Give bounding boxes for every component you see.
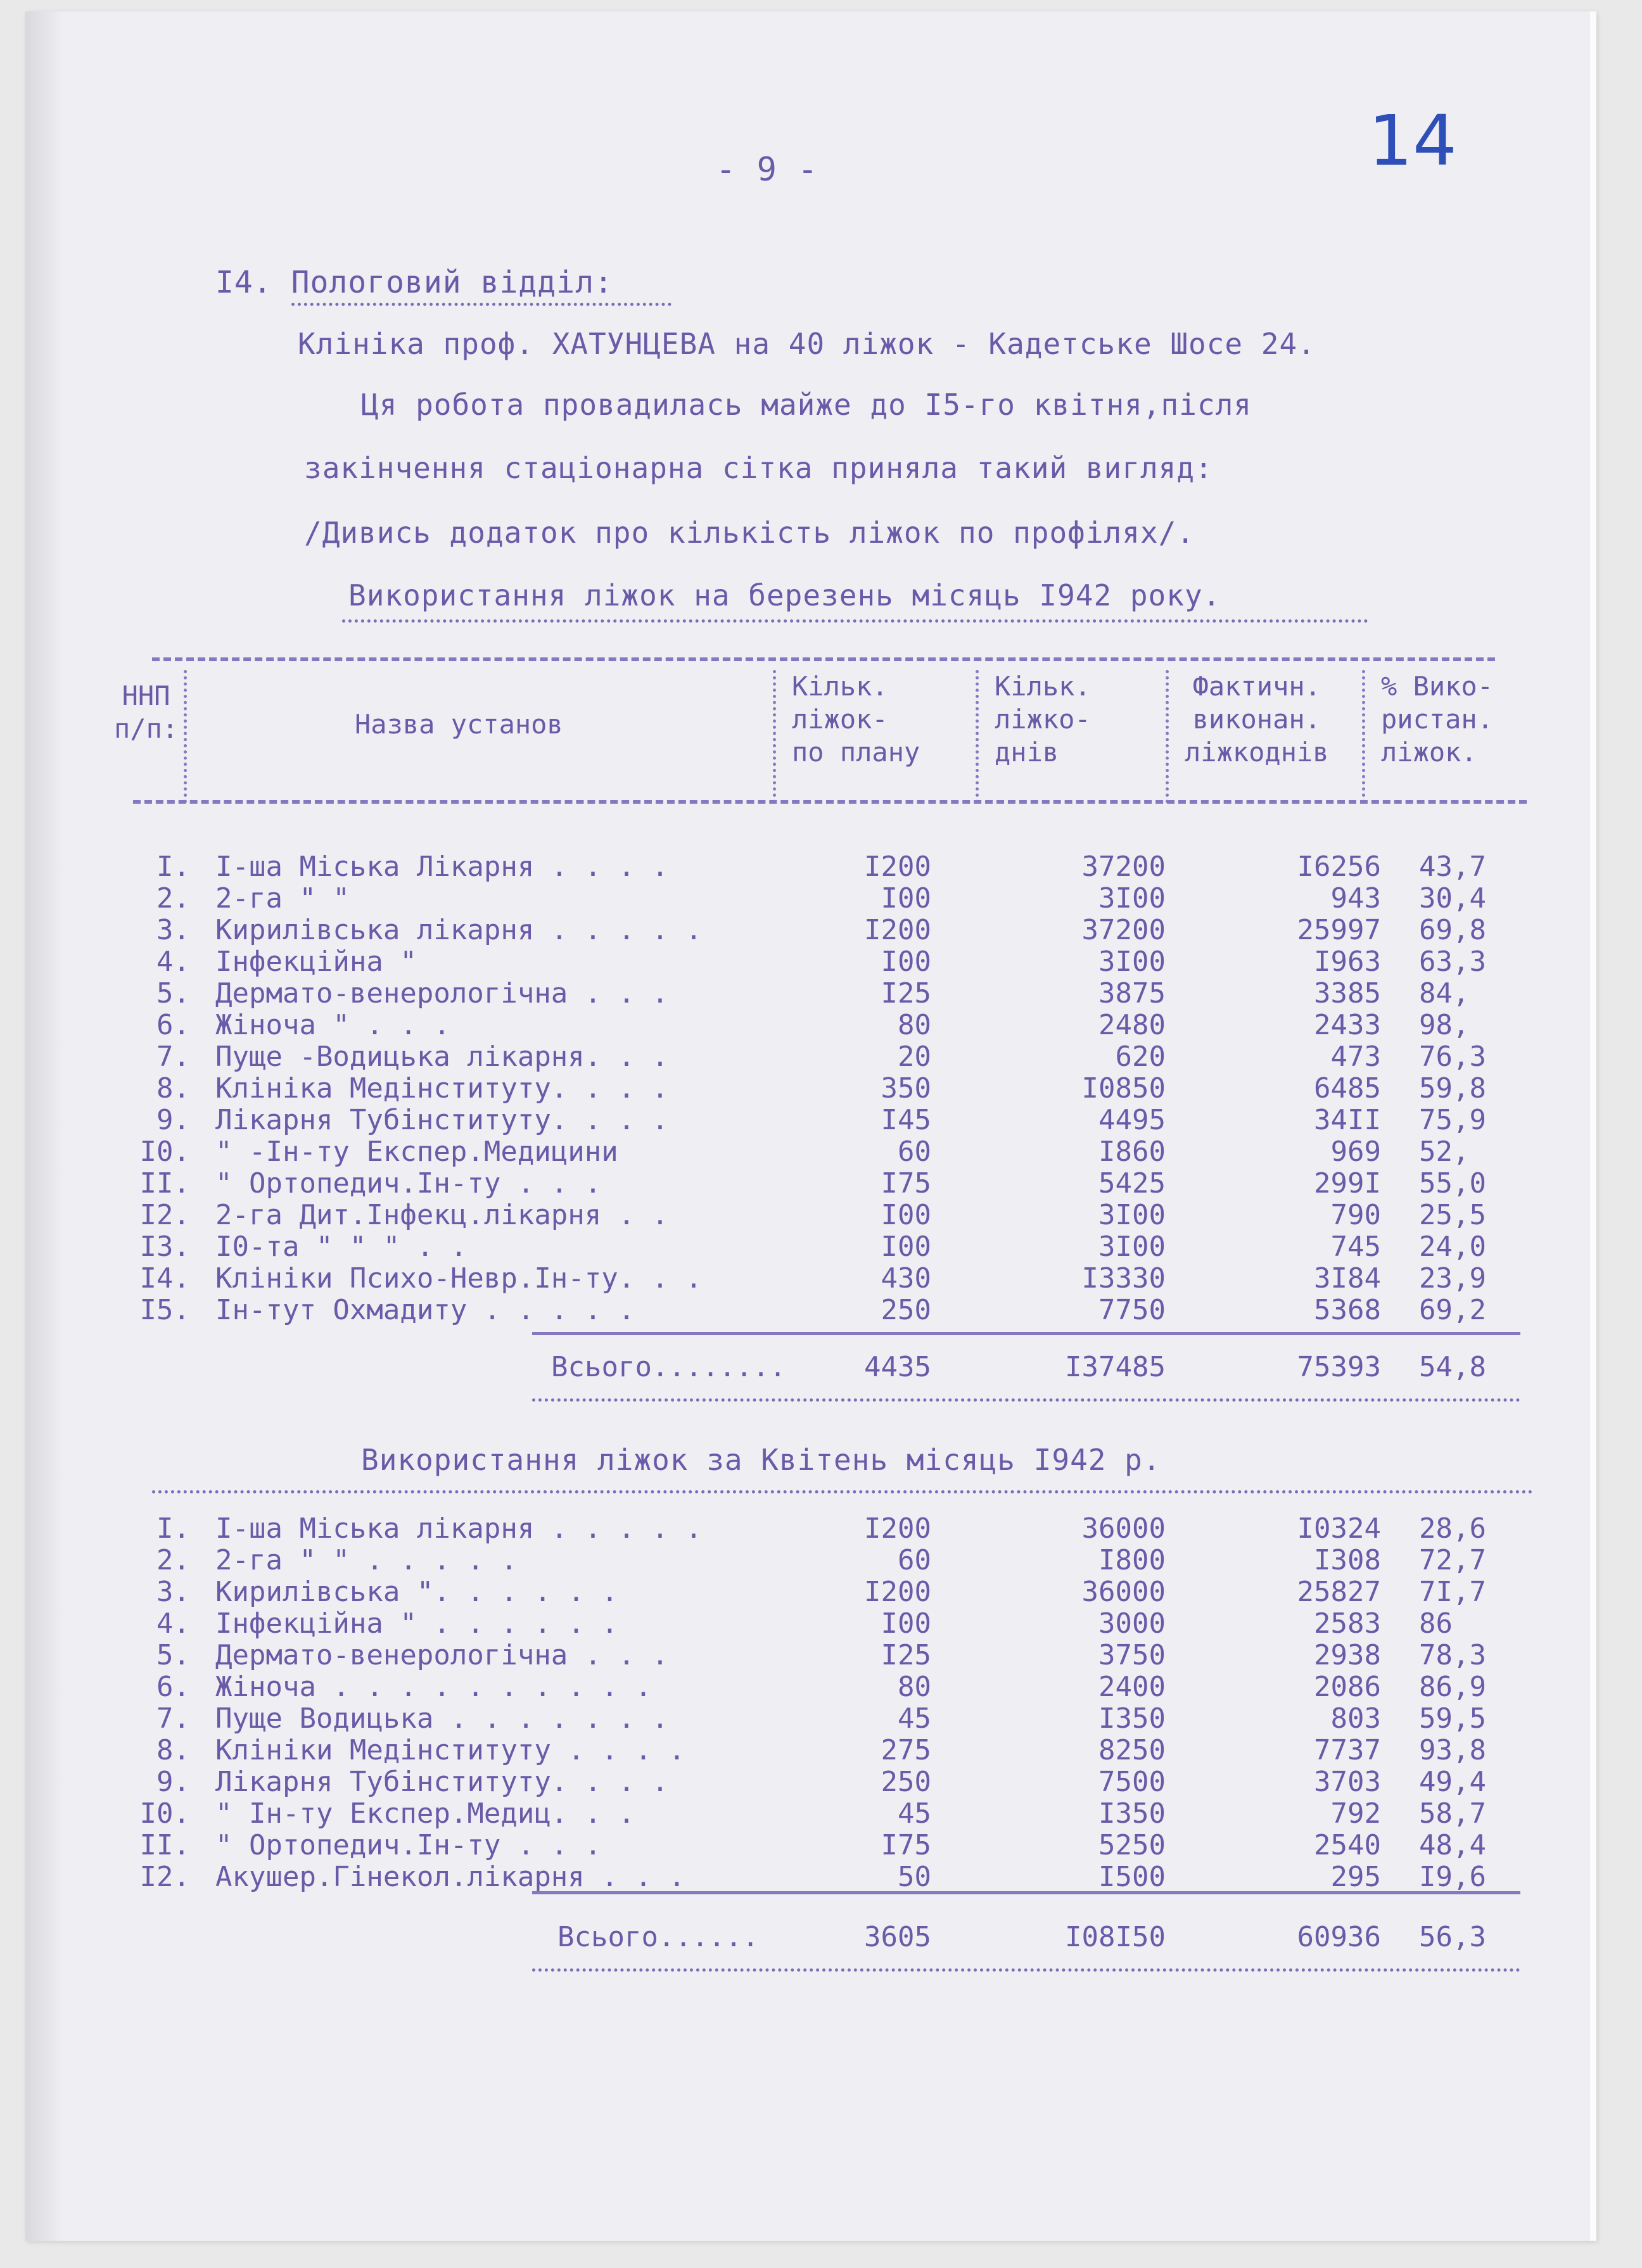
bed-days: 36000 [1081,1576,1166,1608]
table1-header-bottom-rule [133,800,1527,804]
usage-percent: 48,4 [1419,1829,1486,1861]
table1-col-divider-4 [1166,670,1169,803]
table-row [101,1702,1533,1734]
page-number: - 9 - [716,151,818,189]
header-fact-line-1: Фактичн. [1192,671,1321,702]
table-row [101,1262,1533,1294]
table1-total-rule [532,1332,1520,1335]
actual-bed-days: 792 [1330,1797,1381,1830]
table2-title-underline [152,1490,1533,1493]
usage-percent: 24,0 [1419,1231,1486,1263]
table-row [101,1167,1533,1199]
institution-name: Жіноча . . . . . . . . . . [215,1671,652,1703]
row-number: 2. [156,882,190,915]
bed-days: 7750 [1098,1294,1166,1326]
row-number: 8. [156,1072,190,1105]
bed-days: 8250 [1098,1734,1166,1766]
usage-percent: 58,7 [1419,1797,1486,1830]
row-number: II. [139,1829,190,1861]
table-row [101,1861,1533,1892]
institution-name: " Ортопедич.Ін-ту . . . [215,1167,602,1200]
row-number: 7. [156,1702,190,1735]
row-number: 6. [156,1009,190,1041]
actual-bed-days: 7737 [1314,1734,1381,1766]
header-plan-line-1: Кільк. [792,671,888,702]
actual-bed-days: I6256 [1297,851,1381,883]
beds-planned: 45 [898,1702,931,1735]
table-row [101,1199,1533,1231]
institution-name: 2-га " " [215,882,350,915]
actual-bed-days: 6485 [1314,1072,1381,1105]
actual-bed-days: 34II [1314,1104,1381,1136]
header-fact-line-2: виконан. [1192,704,1321,735]
beds-planned: 350 [881,1072,931,1105]
table-row [101,1041,1533,1072]
intro-line-1: Клініка проф. ХАТУНЦЕВА на 40 ліжок - Кадетське Шосе 24. [298,327,1316,361]
beds-planned: 45 [898,1797,931,1830]
usage-percent: 7I,7 [1419,1576,1486,1608]
usage-percent: 30,4 [1419,882,1486,915]
actual-bed-days: 2583 [1314,1607,1381,1640]
header-days-line-2: ліжко- [995,704,1091,735]
actual-bed-days: 2433 [1314,1009,1381,1041]
header-days-line-1: Кільк. [995,671,1091,702]
bed-days: 3000 [1098,1607,1166,1640]
usage-percent: 86 [1419,1607,1453,1640]
row-number: 8. [156,1734,190,1766]
actual-bed-days: 3385 [1314,977,1381,1010]
header-pct-line-2: ристан. [1381,704,1494,735]
total-label: Всього........ [551,1351,786,1383]
row-number: I2. [139,1861,190,1893]
row-number: 9. [156,1104,190,1136]
table-row [101,1231,1533,1262]
actual-bed-days: 2938 [1314,1639,1381,1671]
row-number: I0. [139,1797,190,1830]
header-pct-line-1: % Вико- [1381,671,1494,702]
beds-planned: I200 [864,851,931,883]
table-row [101,1009,1533,1041]
total-usage-percent: 54,8 [1419,1351,1486,1383]
row-number: 5. [156,1639,190,1671]
table-row [101,1512,1533,1544]
institution-name: " Ін-ту Експер.Медиц. . . [215,1797,635,1830]
table-row [101,914,1533,946]
usage-percent: 76,3 [1419,1041,1486,1073]
row-number: 6. [156,1671,190,1703]
beds-planned: I00 [881,1607,931,1640]
table1-col-divider-5 [1362,670,1365,803]
table2-title: Використання ліжок за Квітень місяць I942 р. [361,1443,1161,1477]
row-number: 7. [156,1041,190,1073]
row-number: I3. [139,1231,190,1263]
table2-total-rule [532,1891,1520,1894]
usage-percent: 84, [1419,977,1470,1010]
beds-planned: 250 [881,1294,931,1326]
header-plan-line-3: по плану [792,737,920,768]
row-number: I0. [139,1136,190,1168]
table-row [101,1829,1533,1861]
usage-percent: 52, [1419,1136,1470,1168]
total-label: Всього...... [557,1921,759,1953]
table-row [101,1072,1533,1104]
institution-name: Ін-тут Охмадиту . . . . . [215,1294,635,1326]
total-actual-bed-days: 75393 [1297,1351,1381,1383]
institution-name: Клініки Психо-Невр.Ін-ту. . . [215,1262,703,1295]
usage-percent: 28,6 [1419,1512,1486,1545]
beds-planned: 60 [898,1136,931,1168]
header-fact-line-3: ліжкоднів [1185,737,1329,768]
beds-planned: I00 [881,882,931,915]
beds-planned: 60 [898,1544,931,1576]
intro-line-4: /Дивись додаток про кількість ліжок по профілях/. [304,516,1195,550]
table1-header-pct [1381,670,1493,769]
beds-planned: I45 [881,1104,931,1136]
table-row [101,851,1533,882]
header-num-line-2: п/п: [114,713,179,744]
header-pct-line-3: ліжок. [1381,737,1477,768]
actual-bed-days: 299I [1314,1167,1381,1200]
table-row [101,946,1533,977]
usage-percent: 98, [1419,1009,1470,1041]
beds-planned: I00 [881,1199,931,1231]
beds-planned: I75 [881,1829,931,1861]
table-row [101,1797,1533,1829]
bed-days: 3I00 [1098,1231,1166,1263]
section-title: I4. Пологовий відділ: [215,265,613,300]
table-row [101,882,1533,914]
row-number: I. [156,851,190,883]
institution-name: Лікарня Тубінституту. . . . [215,1104,669,1136]
bed-days: 3I00 [1098,1199,1166,1231]
institution-name: Клініка Медінституту. . . . [215,1072,669,1105]
header-days-line-3: днів [995,737,1059,768]
institution-name: Жіноча " . . . [215,1009,450,1041]
usage-percent: 93,8 [1419,1734,1486,1766]
beds-planned: I75 [881,1167,931,1200]
institution-name: Клініки Медінституту . . . . [215,1734,685,1766]
table-row [101,1544,1533,1576]
institution-name: 2-га Дит.Інфекц.лікарня . . [215,1199,669,1231]
actual-bed-days: 295 [1330,1861,1381,1893]
row-number: I5. [139,1294,190,1326]
table1-header-top-rule [152,657,1495,661]
usage-percent: 72,7 [1419,1544,1486,1576]
table1-header-plan [792,670,920,769]
total-usage-percent: 56,3 [1419,1921,1486,1953]
handwritten-page-number: 14 [1368,100,1457,181]
table-row [101,1671,1533,1702]
row-number: 2. [156,1544,190,1576]
beds-planned: I200 [864,914,931,946]
bed-days: 3875 [1098,977,1166,1010]
usage-percent: 49,4 [1419,1766,1486,1798]
table-row [101,977,1533,1009]
total-beds-planned: 3605 [864,1921,931,1953]
usage-percent: 59,8 [1419,1072,1486,1105]
row-number: 9. [156,1766,190,1798]
bed-days: I0850 [1081,1072,1166,1105]
actual-bed-days: 803 [1330,1702,1381,1735]
table-row [101,1104,1533,1136]
table-row [101,1136,1533,1167]
institution-name: 2-га " " . . . . . [215,1544,518,1576]
table-row [101,1734,1533,1766]
usage-percent: 55,0 [1419,1167,1486,1200]
actual-bed-days: I963 [1314,946,1381,978]
institution-name: Інфекційна " [215,946,417,978]
header-plan-line-2: ліжок- [792,704,888,735]
table-row [101,1576,1533,1607]
actual-bed-days: 25997 [1297,914,1381,946]
institution-name: " -Ін-ту Експер.Медицини [215,1136,618,1168]
actual-bed-days: 745 [1330,1231,1381,1263]
table-row [101,1639,1533,1671]
section-title-underline [291,303,671,306]
beds-planned: 430 [881,1262,931,1295]
row-number: II. [139,1167,190,1200]
beds-planned: 250 [881,1766,931,1798]
usage-percent: 78,3 [1419,1639,1486,1671]
actual-bed-days: I308 [1314,1544,1381,1576]
bed-days: 3I00 [1098,946,1166,978]
beds-planned: I200 [864,1512,931,1545]
actual-bed-days: 2086 [1314,1671,1381,1703]
institution-name: Кирилівська лікарня . . . . . [215,914,703,946]
bed-days: 5425 [1098,1167,1166,1200]
actual-bed-days: 943 [1330,882,1381,915]
bed-days: I800 [1098,1544,1166,1576]
table-row [101,1294,1533,1326]
table1-col-divider-1 [184,670,187,803]
total-bed-days: I08I50 [1065,1921,1166,1953]
beds-planned: 275 [881,1734,931,1766]
beds-planned: I00 [881,946,931,978]
beds-planned: I25 [881,1639,931,1671]
actual-bed-days: 3I84 [1314,1262,1381,1295]
total-row [101,1351,1533,1383]
usage-percent: 59,5 [1419,1702,1486,1735]
usage-percent: 75,9 [1419,1104,1486,1136]
beds-planned: 80 [898,1009,931,1041]
institution-name: Кирилівська ". . . . . . [215,1576,618,1608]
beds-planned: I25 [881,977,931,1010]
bed-days: I350 [1098,1797,1166,1830]
row-number: I2. [139,1199,190,1231]
bed-days: 3750 [1098,1639,1166,1671]
bed-days: I3330 [1081,1262,1166,1295]
institution-name: I-ша Міська Лікарня . . . . [215,851,669,883]
bed-days: 620 [1115,1041,1166,1073]
institution-name: Пуще Водицька . . . . . . . [215,1702,669,1735]
bed-days: I350 [1098,1702,1166,1735]
actual-bed-days: 2540 [1314,1829,1381,1861]
usage-percent: 23,9 [1419,1262,1486,1295]
row-number: 4. [156,946,190,978]
table-row [101,1766,1533,1797]
beds-planned: 20 [898,1041,931,1073]
bed-days: 2400 [1098,1671,1166,1703]
header-num-line-1: ННП [122,680,170,711]
bed-days: 3I00 [1098,882,1166,915]
intro-line-3: закінчення стаціонарна сітка приняла такий вигляд: [304,451,1213,485]
institution-name: Акушер.Гінекол.лікарня . . . [215,1861,685,1893]
usage-percent: 86,9 [1419,1671,1486,1703]
bed-days: 4495 [1098,1104,1166,1136]
usage-percent: 69,2 [1419,1294,1486,1326]
total-bed-days: I37485 [1065,1351,1166,1383]
row-number: 3. [156,1576,190,1608]
institution-name: Інфекційна " . . . . . . [215,1607,618,1640]
usage-percent: 43,7 [1419,851,1486,883]
beds-planned: 50 [898,1861,931,1893]
table-row [101,1607,1533,1639]
table1-title-underline [342,619,1368,623]
institution-name: Пуще -Водицька лікарня. . . [215,1041,669,1073]
row-number: 3. [156,914,190,946]
table1-header-name: Назва установ [355,709,563,740]
table1-header-days [995,670,1091,769]
bed-days: 2480 [1098,1009,1166,1041]
institution-name: Дермато-венерологічна . . . [215,977,669,1010]
total-row [101,1921,1533,1953]
bed-days: 37200 [1081,851,1166,883]
total-actual-bed-days: 60936 [1297,1921,1381,1953]
intro-line-2: Ця робота провадилась майже до I5-го квітня,після [361,388,1252,422]
institution-name: I0-та " " " . . [215,1231,468,1263]
institution-name: Дермато-венерологічна . . . [215,1639,669,1671]
table1-total-underline [532,1398,1520,1402]
bed-days: 37200 [1081,914,1166,946]
institution-name: I-ша Міська лікарня . . . . . [215,1512,703,1545]
bed-days: 36000 [1081,1512,1166,1545]
usage-percent: I9,6 [1419,1861,1486,1893]
bed-days: I500 [1098,1861,1166,1893]
table1-title: Використання ліжок на березень місяць I942 року. [348,578,1221,612]
beds-planned: I200 [864,1576,931,1608]
row-number: 4. [156,1607,190,1640]
table2-total-underline [532,1968,1520,1972]
actual-bed-days: 473 [1330,1041,1381,1073]
actual-bed-days: 5368 [1314,1294,1381,1326]
usage-percent: 69,8 [1419,914,1486,946]
table1-header-fact [1185,670,1329,769]
table1-col-divider-3 [976,670,979,803]
total-beds-planned: 4435 [864,1351,931,1383]
bed-days: I860 [1098,1136,1166,1168]
row-number: I4. [139,1262,190,1295]
bed-days: 7500 [1098,1766,1166,1798]
actual-bed-days: 790 [1330,1199,1381,1231]
actual-bed-days: 25827 [1297,1576,1381,1608]
bed-days: 5250 [1098,1829,1166,1861]
usage-percent: 63,3 [1419,946,1486,978]
beds-planned: I00 [881,1231,931,1263]
institution-name: Лікарня Тубінституту. . . . [215,1766,669,1798]
beds-planned: 80 [898,1671,931,1703]
actual-bed-days: 3703 [1314,1766,1381,1798]
row-number: 5. [156,977,190,1010]
institution-name: " Ортопедич.Ін-ту . . . [215,1829,602,1861]
paper-edge [25,11,63,2241]
actual-bed-days: I0324 [1297,1512,1381,1545]
document-page [25,11,1596,2241]
row-number: I. [156,1512,190,1545]
table1-header-num [114,680,178,745]
table1-col-divider-2 [773,670,776,803]
actual-bed-days: 969 [1330,1136,1381,1168]
usage-percent: 25,5 [1419,1199,1486,1231]
